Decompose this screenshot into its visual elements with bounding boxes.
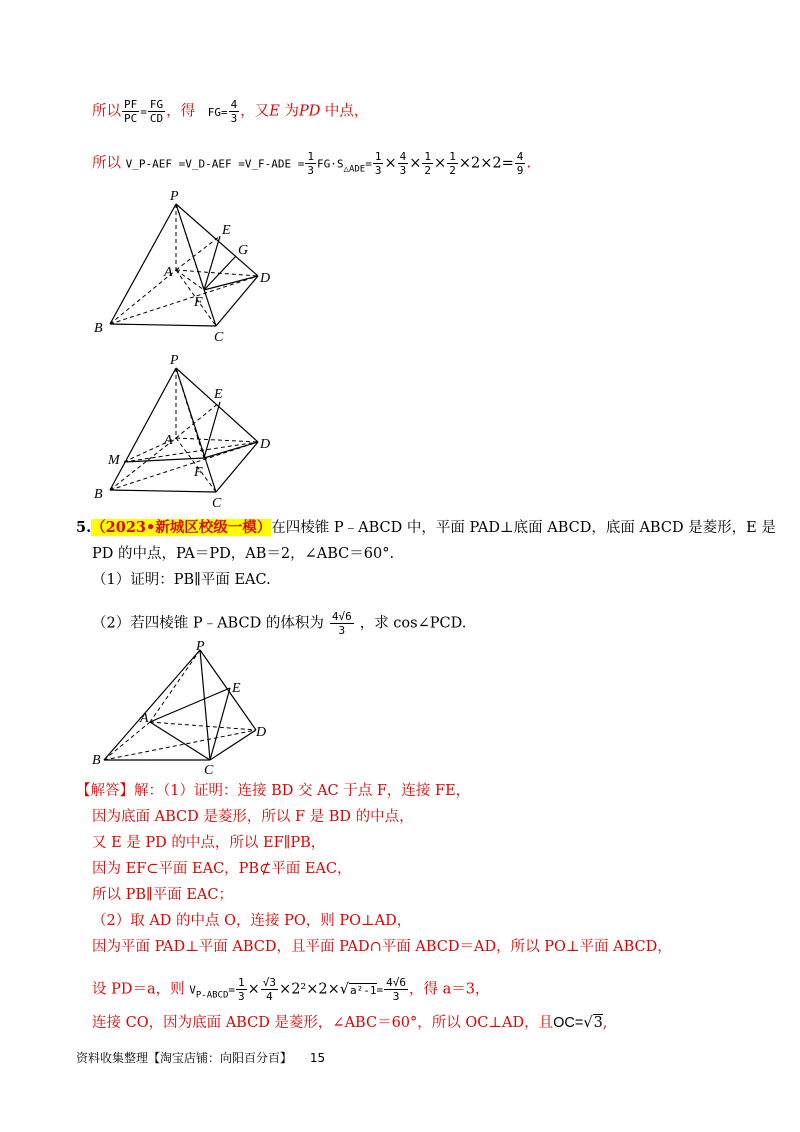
pyramid-figure-2 [90, 352, 280, 516]
text: ，得 [166, 103, 196, 120]
volume-v: V [189, 983, 196, 997]
solution-line-4 [92, 859, 351, 879]
solution-line-1 [76, 781, 470, 801]
numerator: 4√6 [331, 610, 352, 623]
solution-text: 又 E 是 PD 的中点，所以 EF∥PB， [92, 835, 326, 851]
solution-text: 【解答】解：（1）证明：连接 BD 交 AC 于点 F，连接 FE， [76, 783, 471, 799]
fraction [122, 98, 139, 125]
times: × [434, 155, 447, 172]
text: ，又 [240, 103, 270, 120]
label-c: C [212, 496, 222, 511]
problem-stem: PD 的中点，PA＝PD，AB＝2，∠ABC＝60°. [92, 546, 395, 562]
label-d: D [256, 725, 267, 740]
solution-text: （2）取 AD 的中点 O，连接 PO，则 PO⊥AD， [92, 913, 412, 929]
label-c: C [214, 330, 224, 345]
solution-text: 连接 CO，因为底面 ABCD 是菱形，∠ABC＝60°，所以 OC⊥AD，且 [92, 1015, 554, 1031]
page-footer [76, 1049, 325, 1066]
numerator: 4 [230, 98, 238, 111]
problem-5-q2 [92, 610, 466, 637]
oc-label: OC= [553, 1015, 584, 1031]
numerator: 4 [399, 150, 407, 163]
solution-line-8: 设 PD＝a，则 $V_{P-ABCD}=$ $\frac{1}{3}$ × $\frac{√3}{4}$ ×2²×2×√a²-1= $\frac{4√6}{3}$ ，得 a＝3， [92, 976, 490, 1003]
equals: = [376, 983, 384, 997]
page-number: 15 [309, 1051, 326, 1065]
fraction [261, 976, 278, 1003]
pyramid-figure-1 [90, 188, 280, 352]
fraction [330, 610, 354, 637]
equals: = [365, 157, 372, 171]
denominator: 3 [374, 164, 382, 177]
fraction [373, 150, 384, 177]
subscript: P-ABCD [195, 990, 229, 1001]
solution-text: 因为 EF⊂平面 EAC，PB⊄平面 EAC， [92, 861, 352, 877]
solution-text: , [602, 1015, 608, 1031]
solution-line-2 [92, 807, 414, 827]
denominator: CD [149, 112, 164, 125]
label-b: B [92, 753, 101, 768]
question-2-text: （2）若四棱锥 P﹣ABCD 的体积为 [92, 615, 324, 632]
problem-source-badge: （2023•新城区校级一模） [91, 519, 272, 536]
solution-line-9: 连接 CO，因为底面 ABCD 是菱形，∠ABC＝60°，所以 OC⊥AD，且OC=√3, [92, 1015, 608, 1031]
denominator: 3 [307, 164, 315, 177]
label-b: B [94, 487, 103, 502]
numerator: 1 [307, 150, 315, 163]
fraction [236, 976, 247, 1003]
solution-line-6 [92, 911, 411, 931]
numerator: 1 [374, 150, 382, 163]
fraction [148, 98, 165, 125]
problem-stem: 在四棱锥 P﹣ABCD 中，平面 PAD⊥底面 ABCD，底面 ABCD 是菱形，E 是 [271, 520, 776, 536]
label-p: P [170, 189, 179, 204]
pyramid-figure-3-svg [90, 640, 280, 780]
numerator: 4 [516, 150, 524, 163]
label-a: A [164, 265, 173, 280]
times: × [247, 981, 260, 998]
fraction [305, 150, 316, 177]
problem-5-q1 [92, 570, 271, 590]
fraction [229, 98, 240, 125]
text: ×2×2= [458, 155, 514, 172]
pyramid-figure-1-svg [90, 188, 280, 348]
text: ×2²×2× [279, 981, 340, 998]
label-f: F [194, 295, 203, 310]
text: 所以 [92, 155, 121, 172]
fraction [384, 976, 408, 1003]
denominator: 2 [449, 164, 456, 177]
fraction [398, 150, 409, 177]
label-p: P [170, 353, 179, 368]
solution-line-ratio [92, 98, 368, 125]
label-e: E [222, 223, 231, 238]
numerator: PF [124, 98, 138, 111]
label-p: P [196, 640, 205, 654]
problem-5-stem-line1 [76, 518, 776, 538]
problem-5-stem-line2 [92, 544, 394, 564]
numerator: 1 [449, 150, 456, 163]
solution-text: 因为平面 PAD⊥平面 ABCD，且平面 PAD∩平面 ABCD＝AD，所以 PO⊥平面 ABCD， [92, 939, 672, 955]
solution-text: 所以 PB∥平面 EAC； [92, 887, 233, 903]
equals: = [140, 105, 147, 119]
label-f: F [194, 465, 203, 480]
radicand: a²-1 [350, 983, 377, 997]
volume-formula: V_P-AEF =V_D-AEF =V_F-ADE = [125, 157, 305, 171]
label-e: E [214, 387, 223, 402]
pyramid-figure-3 [90, 640, 280, 784]
solution-text: 设 PD＝a，则 [92, 981, 185, 998]
solution-text: 因为底面 ABCD 是菱形，所以 F 是 BD 的中点， [92, 809, 414, 825]
numerator: √3 [262, 976, 277, 989]
fg-s: FG·S [317, 157, 344, 171]
text: . [526, 155, 531, 172]
denominator: 2 [424, 164, 432, 177]
label-b: B [94, 321, 103, 336]
label-d: D [260, 271, 271, 286]
numerator: 4√6 [386, 976, 407, 989]
radicand: 3 [593, 1015, 603, 1031]
denominator: PC [124, 112, 138, 125]
numerator: 1 [238, 976, 245, 989]
solution-line-5 [92, 885, 233, 905]
question-2-text: ，求 cos∠PCD. [359, 615, 467, 632]
solution-line-3 [92, 833, 325, 853]
text: 中点， [320, 103, 369, 120]
times: × [384, 155, 397, 172]
denominator: 9 [516, 164, 524, 177]
equals: = [228, 983, 236, 997]
problem-number: 5. [76, 519, 92, 536]
denominator: 3 [338, 624, 346, 637]
footer-source: 资料收集整理【淘宝店铺：向阳百分百】 [76, 1051, 293, 1065]
denominator: 3 [238, 990, 245, 1003]
text: 所以 [92, 103, 121, 120]
fraction [515, 150, 526, 177]
denominator: 3 [399, 164, 407, 177]
times: × [409, 155, 422, 172]
pyramid-figure-2-svg [90, 352, 280, 512]
label-a: A [164, 433, 173, 448]
solution-line-7 [92, 937, 672, 957]
denominator: 3 [230, 112, 238, 125]
label-m: M [108, 453, 120, 468]
segment-pd: PD [298, 103, 321, 120]
point-e: E [269, 103, 280, 120]
subscript: △ADE [343, 164, 366, 175]
label-a: A [140, 711, 149, 726]
fraction [422, 150, 433, 177]
label-g: G [238, 243, 249, 258]
question-1: （1）证明：PB∥平面 EAC. [92, 572, 271, 588]
denominator: 3 [392, 990, 400, 1003]
text: 为 [279, 103, 299, 120]
fg-label: FG= [207, 105, 228, 119]
fraction [447, 150, 458, 177]
label-e: E [232, 681, 241, 696]
solution-text: ，得 a＝3， [409, 981, 490, 998]
solution-line-volume [92, 150, 531, 179]
label-d: D [260, 437, 271, 452]
label-c: C [204, 763, 214, 778]
denominator: 4 [266, 990, 273, 1003]
numerator: FG [149, 98, 164, 111]
numerator: 1 [424, 150, 432, 163]
